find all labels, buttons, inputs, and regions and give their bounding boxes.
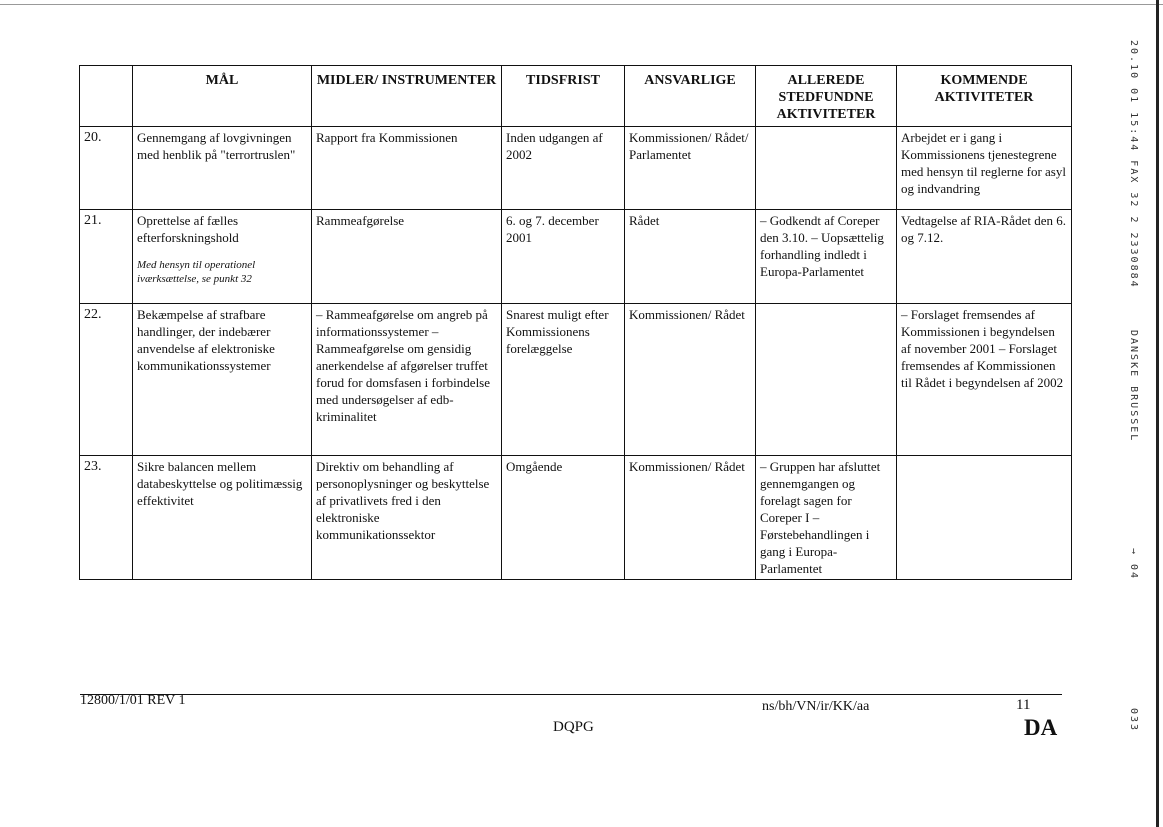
upcoming-activities-cell: Vedtagelse af RIA-Rådet den 6. og 7.12. (897, 210, 1072, 304)
responsible-cell: Kommissionen/ Rådet/ Parlamentet (625, 127, 756, 210)
responsible-cell: Kommissionen/ Rådet (625, 304, 756, 456)
header-means: MIDLER/ INSTRUMENTER (312, 66, 502, 127)
goal-text: Sikre balancen mellem databeskyttelse og politimæssig effektivitet (137, 459, 303, 508)
done-activities-cell: – Godkendt af Coreper den 3.10. – Uopsættelig forhandling indledt i Europa-Parlamentet (756, 210, 897, 304)
upcoming-activities-cell (897, 456, 1072, 580)
table-row (80, 456, 1072, 580)
scan-top-line (0, 4, 1163, 5)
author-codes: ns/bh/VN/ir/KK/aa (762, 699, 870, 714)
row-number: 20. (80, 127, 133, 210)
deadline-cell: Snarest muligt efter Kommissionens forelæggelse (502, 304, 625, 456)
header-goal: MÅL (133, 66, 312, 127)
header-deadline: TIDSFRIST (502, 66, 625, 127)
table-row (80, 304, 1072, 456)
header-upcoming-activities: KOMMENDE AKTIVITETER (897, 66, 1072, 127)
means-cell: – Rammeafgørelse om angreb på informationssystemer – Rammeafgørelse om gensidig anerkendelse af afgørelser truffet forud for domsfasen i forbindelse med undersøgelser af edb-kriminalitet (312, 304, 502, 456)
deadline-cell: Omgående (502, 456, 625, 580)
fax-header-sender: DANSKE BRUSSEL (1128, 330, 1139, 443)
fax-header-counter: 033 (1128, 708, 1139, 733)
done-activities-cell: – Gruppen har afsluttet gennemgangen og forelagt sagen for Coreper I – Førstebehandlingen i gang i Europa-Parlamentet (756, 456, 897, 580)
table-header-row (80, 66, 1072, 127)
done-activities-cell (756, 304, 897, 456)
scan-edge-bar (1156, 0, 1159, 827)
document-reference: 12800/1/01 REV 1 (80, 693, 186, 708)
done-activities-cell (756, 127, 897, 210)
row-number: 23. (80, 456, 133, 580)
means-cell: Direktiv om behandling af personoplysninger og beskyttelse af privatlivets fred i den elektroniske kommunikationssektor (312, 456, 502, 580)
activities-table (79, 65, 1072, 580)
row-number: 22. (80, 304, 133, 456)
upcoming-activities-cell: Arbejdet er i gang i Kommissionens tjenestegrene med hensyn til reglerne for asyl og indvandring (897, 127, 1072, 210)
deadline-cell: 6. og 7. december 2001 (502, 210, 625, 304)
goal-text: Gennemgang af lovgivningen med henblik på "terrortruslen" (137, 130, 296, 162)
responsible-cell: Rådet (625, 210, 756, 304)
page-number: 11 (1016, 697, 1031, 713)
header-done-activities: ALLEREDE STEDFUNDNE AKTIVITETER (756, 66, 897, 127)
language-code: DA (1024, 715, 1058, 740)
deadline-cell: Inden udgangen af 2002 (502, 127, 625, 210)
fax-header-page: → 04 (1128, 548, 1139, 581)
table-row (80, 210, 1072, 304)
goal-note: Med hensyn til operationel iværksættelse, se punkt 32 (137, 259, 256, 285)
row-number: 21. (80, 210, 133, 304)
goal-cell (133, 210, 312, 304)
responsible-cell: Kommissionen/ Rådet (625, 456, 756, 580)
fax-header-timestamp: 20.10 01 15:44 FAX 32 2 2330884 (1128, 40, 1139, 289)
means-cell: Rapport fra Kommissionen (312, 127, 502, 210)
upcoming-activities-cell: – Forslaget fremsendes af Kommissionen i begyndelsen af november 2001 – Forslaget fremsendes af Kommissionen til Rådet i begyndelsen af 2002 (897, 304, 1072, 456)
header-responsible: ANSVARLIGE (625, 66, 756, 127)
header-number (80, 66, 133, 127)
goal-cell (133, 127, 312, 210)
goal-text: Bekæmpelse af strafbare handlinger, der indebærer anvendelse af elektroniske kommunikationssystemer (137, 307, 275, 373)
means-cell: Rammeafgørelse (312, 210, 502, 304)
goal-cell (133, 456, 312, 580)
table-row (80, 127, 1072, 210)
footer-rule (80, 694, 1062, 695)
goal-text: Oprettelse af fælles efterforskningshold (137, 213, 239, 245)
goal-cell (133, 304, 312, 456)
department-code: DQPG (553, 719, 594, 735)
